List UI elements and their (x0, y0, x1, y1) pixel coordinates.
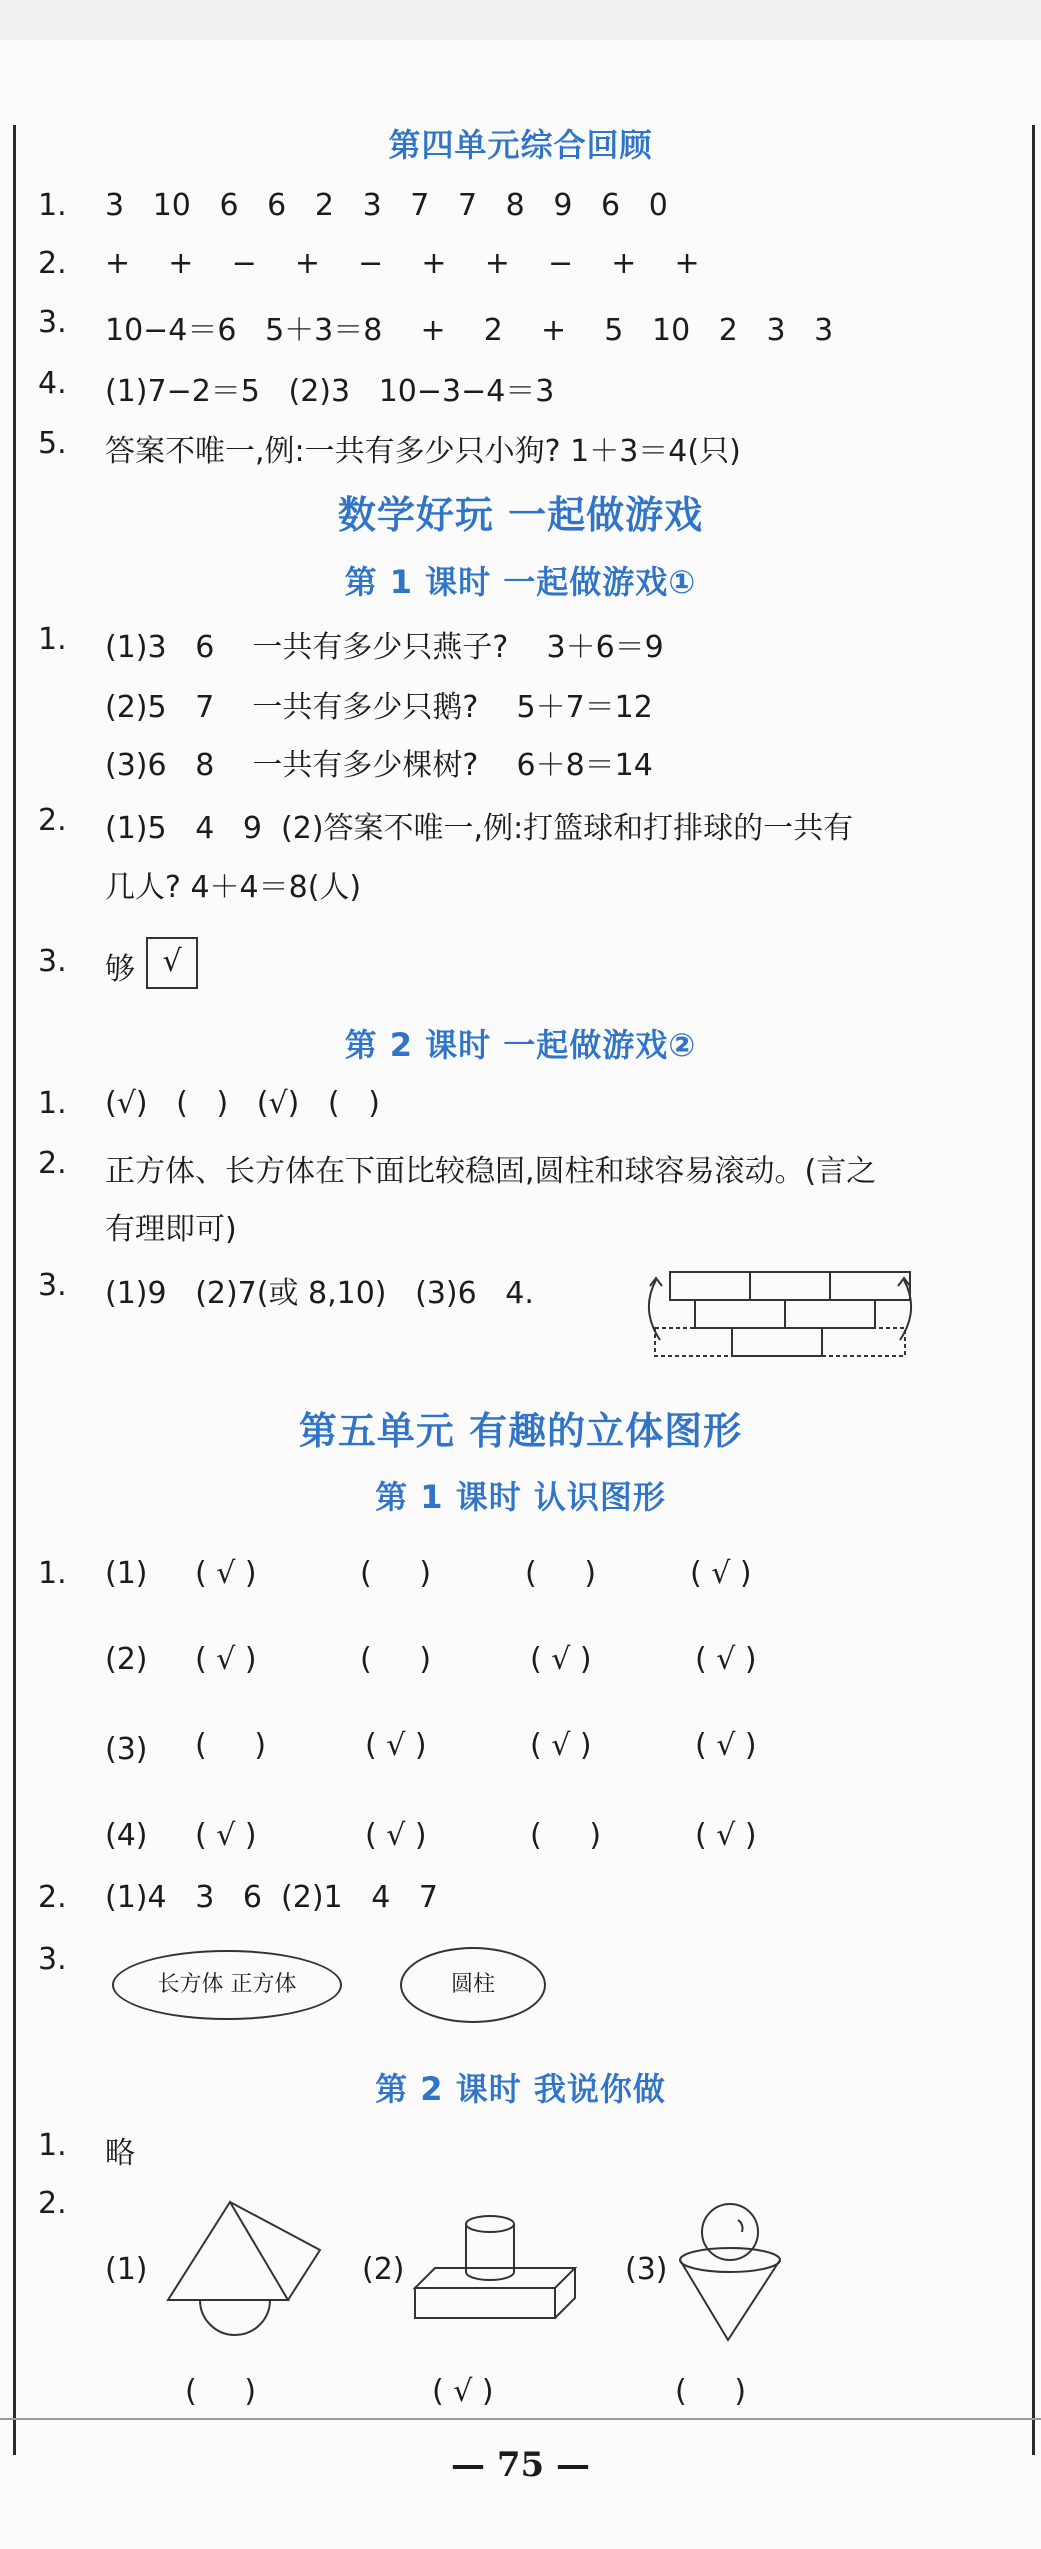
games-title: 数学好玩 一起做游戏 (337, 493, 704, 537)
box-side (555, 2268, 575, 2318)
u5-q1-row4-label: (4) (105, 1818, 148, 1853)
u5-q1-row1-mark3: ( ) (525, 1556, 597, 1591)
u5-q1-row1-mark1: ( √ ) (195, 1556, 257, 1591)
box-front (415, 2288, 555, 2318)
u5-q1-row1-mark4: ( √ ) (690, 1556, 752, 1591)
brick-mid-1 (695, 1300, 785, 1328)
u5-q1-row4-mark4: ( √ ) (695, 1818, 757, 1853)
u4-q4-num: 4. (38, 366, 67, 401)
g1-q1-line1: (1)3 6 一共有多少只燕子? 3＋6＝9 (105, 630, 664, 665)
g1-q2-num: 2. (38, 803, 67, 838)
u5-q1-row2-mark1: ( √ ) (195, 1642, 257, 1677)
g1-q3-text: 够 (105, 952, 135, 987)
pyramid-side-face (230, 2202, 320, 2300)
u5-q2-num: 2. (38, 1880, 67, 1915)
u5-l2-q1-answer: 略 (105, 2136, 135, 2171)
shape1-label: (1) (105, 2252, 148, 2287)
g1-q1-num: 1. (38, 622, 67, 657)
g2-q2-line1: 正方体、长方体在下面比较稳固,圆柱和球容易滚动。(言之 (105, 1154, 877, 1189)
pyramid-on-ball-figure (160, 2190, 330, 2370)
u5-q1-row2-mark2: ( ) (360, 1642, 432, 1677)
u5-q1-row4-mark1: ( √ ) (195, 1818, 257, 1853)
u5-q1-row4-mark3: ( ) (530, 1818, 602, 1853)
ellipse-cylinder: 圆柱 (400, 1947, 546, 2023)
ball-on-cone-figure (670, 2190, 790, 2350)
u5-q1-row3-mark2: ( √ ) (365, 1728, 427, 1763)
shape3-label: (3) (625, 2252, 668, 2287)
g1-q1-line3: (3)6 8 一共有多少棵树? 6＋8＝14 (105, 748, 653, 783)
ellipse-cuboid-cube: 长方体 正方体 (112, 1950, 342, 2020)
g2-q3-answer: (1)9 (2)7(或 8,10) (3)6 4. (105, 1276, 534, 1311)
u5-q1-row3-mark4: ( √ ) (695, 1728, 757, 1763)
half-ball (200, 2300, 270, 2335)
unit5-lesson2-title: 第 2 课时 我说你做 (375, 2070, 666, 2108)
brick-top-1 (670, 1272, 750, 1300)
u5-q2-answer: (1)4 3 6 (2)1 4 7 (105, 1880, 439, 1915)
u5-l2-q2-num: 2. (38, 2186, 67, 2221)
page-top-shade (0, 0, 1041, 40)
u4-q3-answer: 10−4＝6 5＋3＝8 + 2 + 5 10 2 3 3 (105, 313, 834, 348)
u5-q1-num: 1. (38, 1556, 67, 1591)
g1-q1-line2: (2)5 7 一共有多少只鹅? 5＋7＝12 (105, 690, 653, 725)
u5-q1-row3-mark3: ( √ ) (530, 1728, 592, 1763)
cylinder-base (466, 2272, 514, 2280)
games-lesson1-title: 第 1 课时 一起做游戏① (344, 563, 697, 601)
footer-rule (0, 2418, 1041, 2420)
u5-l2-q1-num: 1. (38, 2128, 67, 2163)
ball-highlight (738, 2220, 743, 2232)
brick-top-2 (750, 1272, 830, 1300)
u4-q2-num: 2. (38, 246, 67, 281)
u5-q1-row4-mark2: ( √ ) (365, 1818, 427, 1853)
unit4-title: 第四单元综合回顾 (388, 126, 653, 164)
g1-q3-num: 3. (38, 944, 67, 979)
u5-q1-row2-mark3: ( √ ) (530, 1642, 592, 1677)
u5-q1-row1-label: (1) (105, 1556, 148, 1591)
g2-q1-answer: (√) ( ) (√) ( ) (105, 1086, 380, 1121)
g2-q2-line2: 有理即可) (105, 1212, 237, 1247)
u4-q1-answer: 3 10 6 6 2 3 7 7 8 9 6 0 (105, 188, 668, 223)
g1-q2-line1: (1)5 4 9 (2)答案不唯一,例:打篮球和打排球的一共有 (105, 811, 854, 846)
u4-q5-answer: 答案不唯一,例:一共有多少只小狗? 1＋3＝4(只) (105, 434, 741, 469)
u5-q1-row2-mark4: ( √ ) (695, 1642, 757, 1677)
shape3-answer: ( ) (675, 2374, 747, 2409)
u5-q1-row2-label: (2) (105, 1642, 148, 1677)
u4-q4-answer: (1)7−2＝5 (2)3 10−3−4＝3 (105, 374, 555, 409)
brick-dashed-outline (655, 1328, 905, 1356)
unit5-lesson1-title: 第 1 课时 认识图形 (375, 1478, 666, 1516)
u5-q3-num: 3. (38, 1942, 67, 1977)
u4-q3-num: 3. (38, 305, 67, 340)
arrow-left-curve (649, 1280, 660, 1340)
brick-bottom (732, 1328, 822, 1356)
shape2-answer: ( √ ) (432, 2374, 494, 2409)
shape2-label: (2) (362, 2252, 405, 2287)
page-number: — 75 — (451, 2445, 590, 2485)
g2-q1-num: 1. (38, 1086, 67, 1121)
g2-q3-num: 3. (38, 1268, 67, 1303)
shape1-answer: ( ) (185, 2374, 257, 2409)
u5-q1-row3-label: (3) (105, 1732, 148, 1767)
g1-q2-line2: 几人? 4＋4＝8(人) (105, 870, 362, 905)
brick-stack-diagram (640, 1260, 920, 1375)
g2-q2-num: 2. (38, 1146, 67, 1181)
cylinder-top (466, 2216, 514, 2232)
u4-q5-num: 5. (38, 426, 67, 461)
unit5-title: 第五单元 有趣的立体图形 (298, 1409, 743, 1453)
cylinder-on-box-figure (410, 2210, 590, 2330)
pyramid-front-face (168, 2202, 288, 2300)
check-box: √ (146, 937, 198, 989)
games-lesson2-title: 第 2 课时 一起做游戏② (344, 1026, 697, 1064)
u4-q2-answer: + + − + − + + − + + (105, 246, 700, 281)
u5-q1-row3-mark1: ( ) (195, 1728, 267, 1763)
u5-q1-row1-mark2: ( ) (360, 1556, 432, 1591)
box-top (415, 2268, 575, 2288)
brick-mid-2 (785, 1300, 875, 1328)
ball (702, 2204, 758, 2260)
u4-q1-num: 1. (38, 188, 67, 223)
